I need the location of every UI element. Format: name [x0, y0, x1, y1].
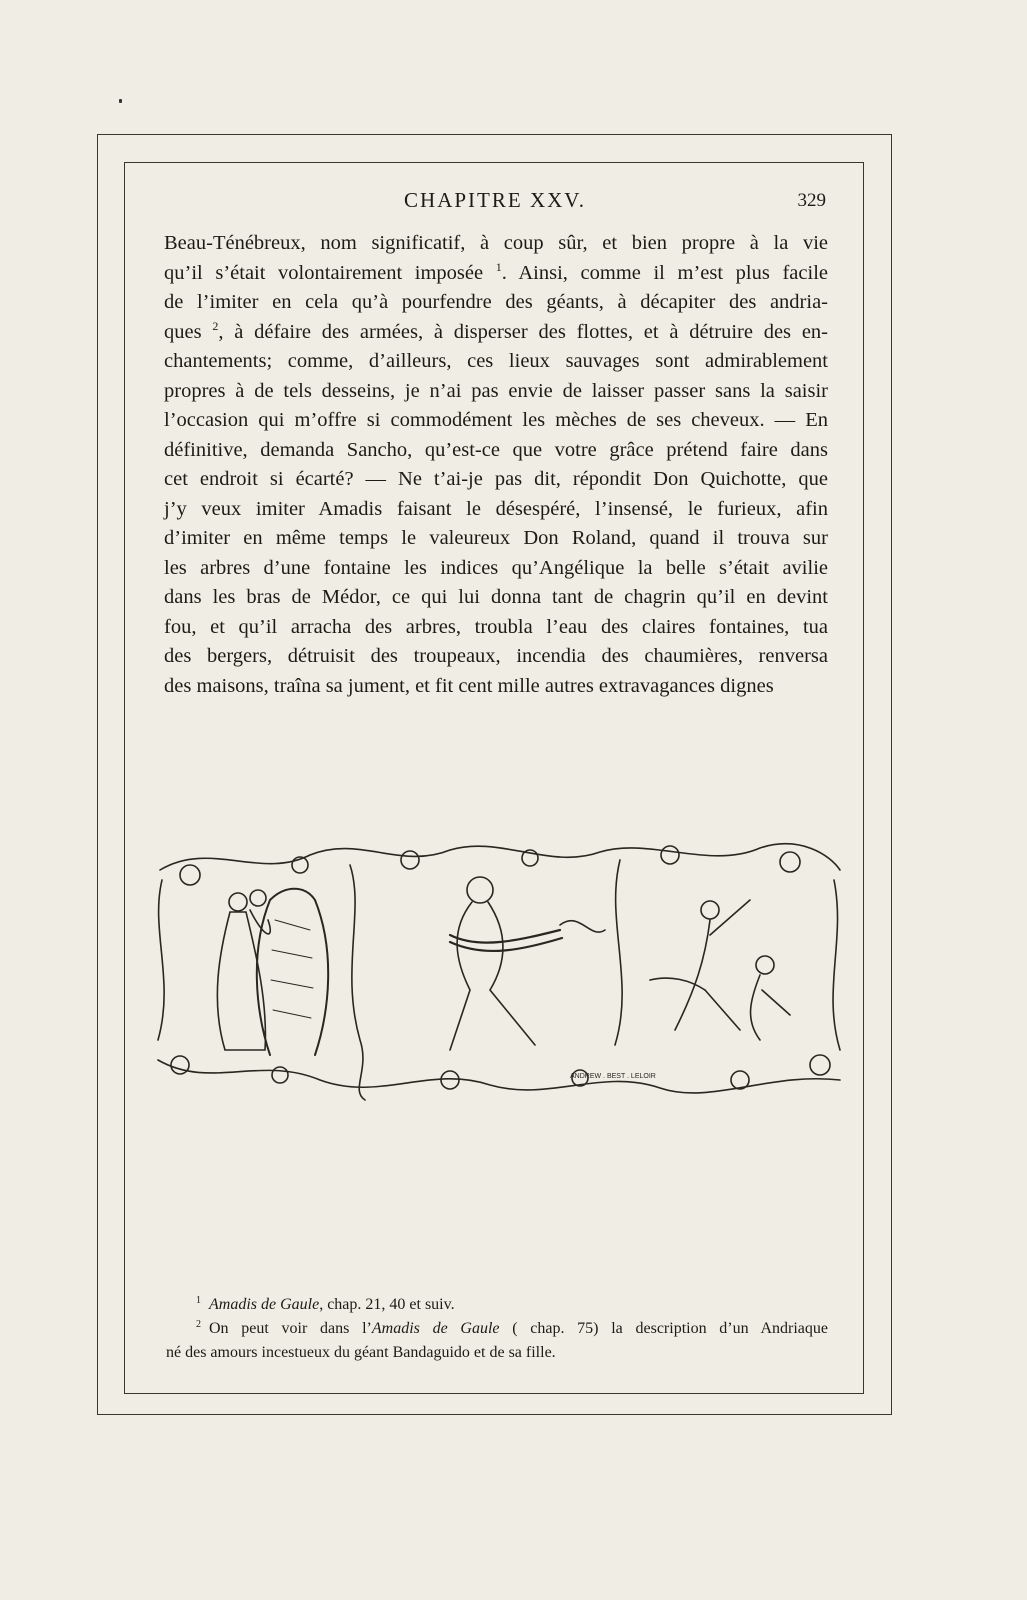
text-line: de l’imiter en cela qu’à pourfendre des géants, à décapiter des andria- [164, 291, 828, 313]
text-line: définitive, demanda Sancho, qu’est-ce que votre grâce prétend faire dans [164, 438, 828, 461]
engraver-signature: ANDREW . BEST . LELOIR [570, 1073, 656, 1080]
text-line: ques $^2$, à défaire des armées, à disperser des flottes, et à détruire des en- [164, 318, 828, 343]
body-text [164, 229, 828, 701]
footnote-ref: 1 [495, 259, 502, 274]
text-line: l’occasion qui m’offre si commodément les mèches de ses cheveux. — En [164, 409, 828, 431]
footnote-ref: 2 [212, 318, 219, 333]
text-line: Beau-Ténébreux, nom significatif, à coup sûr, et bien propre à la vie [164, 232, 828, 254]
footnotes [166, 1293, 828, 1365]
text-line: cet endroit si écarté? — Ne t’ai-je pas dit, répondit Don Quichotte, que [164, 468, 828, 490]
footnote-2-continued: né des amours incestueux du géant Bandaguido et de sa fille. [166, 1344, 556, 1361]
text-line: propres à de tels desseins, je n’ai pas envie de laisser passer sans la saisir [164, 379, 828, 402]
text-line: dans les bras de Médor, ce qui lui donna tant de chagrin qu’il en devint [164, 586, 828, 608]
running-head [160, 188, 830, 216]
text-line: qu’il s’était volontairement imposée $^1$. Ainsi, comme il m’est plus facile [164, 259, 828, 284]
text-line: j’y veux imiter Amadis faisant le désespéré, l’insensé, le furieux, afin [164, 497, 828, 520]
tree-trunk [257, 889, 328, 1055]
text-line: fou, et qu’il arracha des arbres, troubla l’eau des claires fontaines, tua [164, 615, 828, 638]
text-line: chantements; comme, d’ailleurs, ces lieux sauvages sont admirablement [164, 350, 828, 372]
ink-speck [119, 99, 122, 103]
footnote-2: $^2$ On peut voir dans l’Amadis de Gaule ( chap. 75) la description d’un Andriaque [196, 1318, 828, 1337]
text-line: des bergers, détruisit des troupeaux, incendia des chaumières, renversa [164, 645, 828, 667]
text-line: des maisons, traîna sa jument, et fit cent mille autres extravagances dignes [164, 674, 774, 697]
page-number: 329 [797, 190, 826, 211]
chapter-title: CHAPITRE XXV. [404, 188, 586, 212]
vine-scroll-top [160, 844, 840, 870]
engraved-vignette-illustration [150, 840, 846, 1120]
text-line: d’imiter en même temps le valeureux Don Roland, quand il trouva sur [164, 527, 828, 549]
text-line: les arbres d’une fontaine les indices qu’Angélique la belle s’était avilie [164, 556, 828, 579]
footnote-1: $^1$ Amadis de Gaule, chap. 21, 40 et suiv. [196, 1294, 455, 1313]
